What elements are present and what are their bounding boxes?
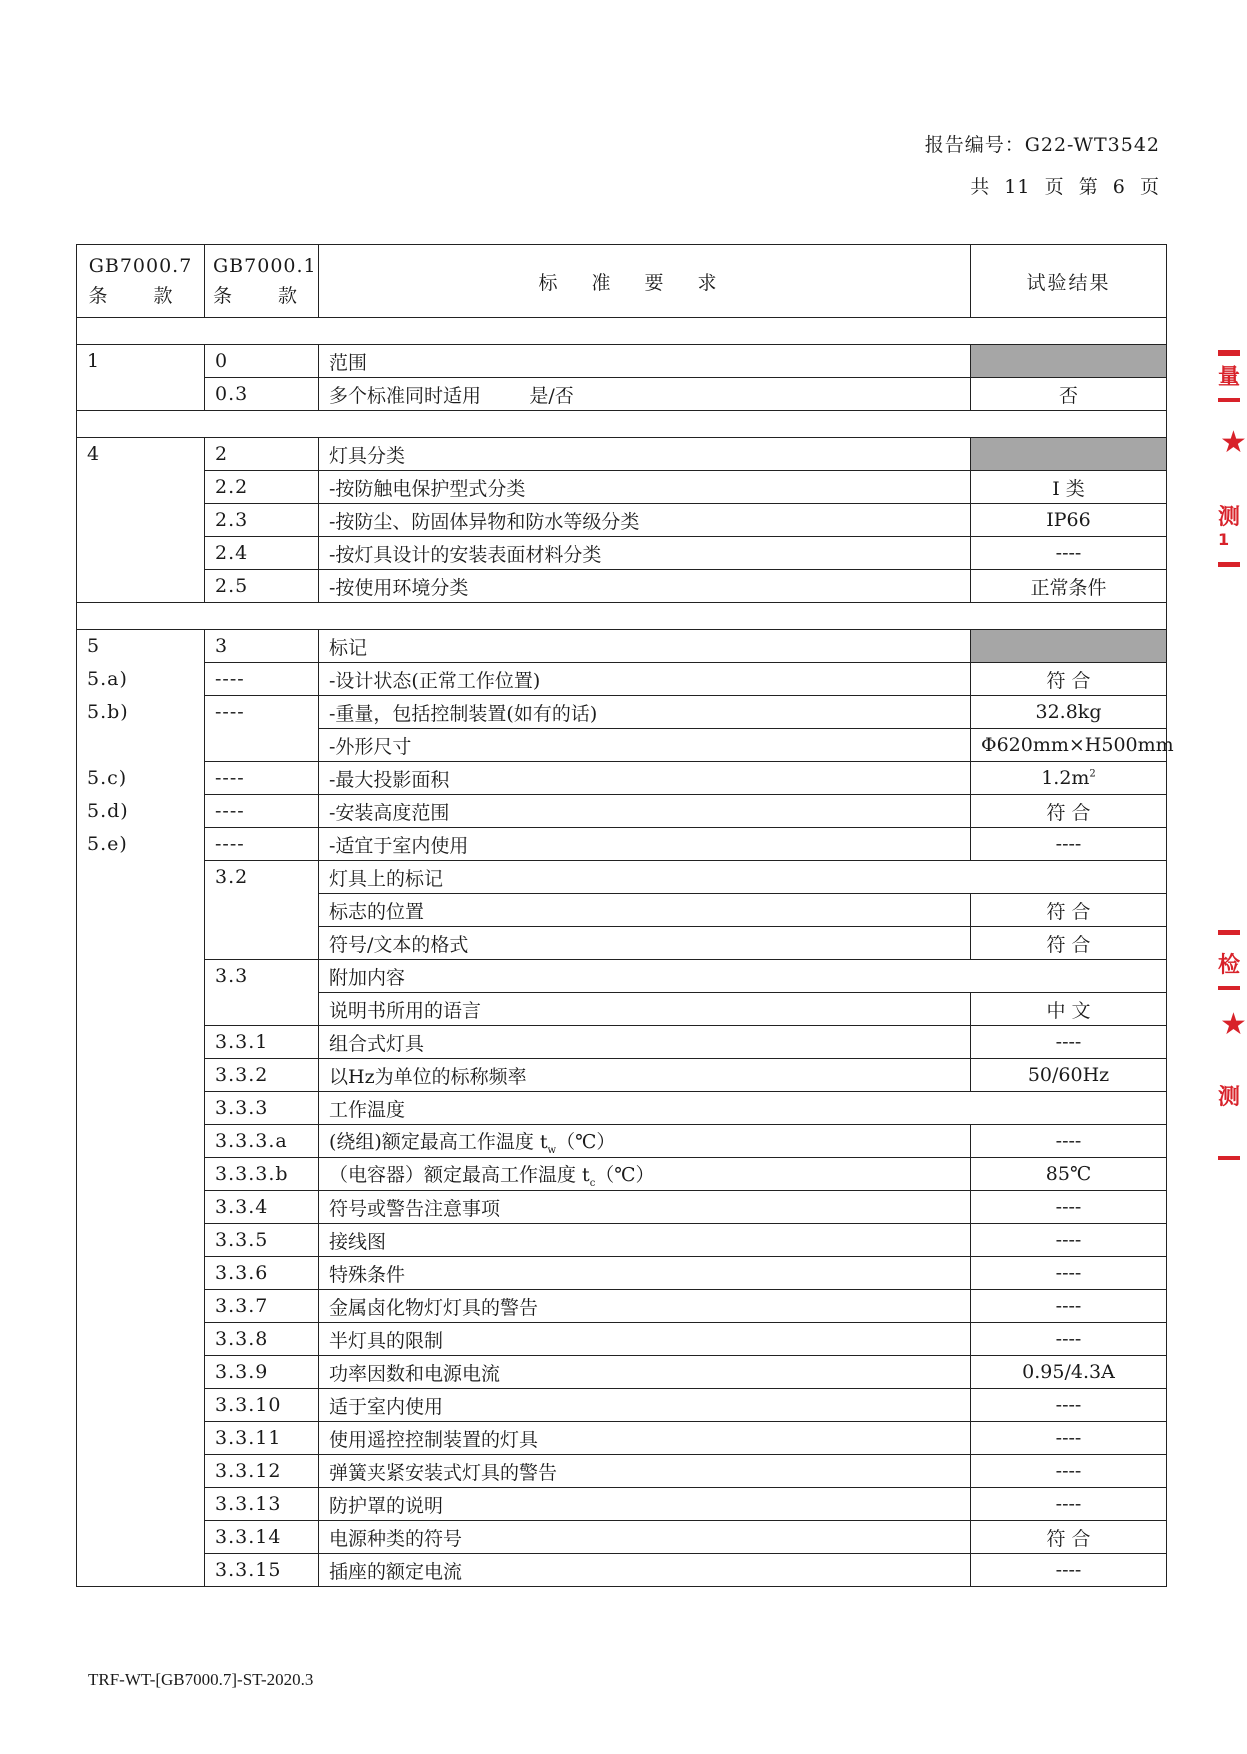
form-code: TRF-WT-[GB7000.7]-ST-2020.3: [88, 1670, 314, 1689]
gb7000-1-clause: [205, 894, 319, 927]
requirement-text: 金属卤化物灯灯具的警告: [319, 1290, 971, 1323]
requirement-text: 插座的额定电流: [319, 1554, 971, 1587]
requirement-text: 灯具上的标记: [319, 861, 1167, 894]
table-row: [77, 696, 1167, 729]
gb7000-7-clause: 5.d): [77, 795, 205, 828]
gb7000-1-clause: 3.3.4: [205, 1191, 319, 1224]
gb7000-1-clause: 3.3.1: [205, 1026, 319, 1059]
gb7000-7-clause: [77, 1158, 205, 1191]
table-row: [77, 663, 1167, 696]
requirement-text: 标志的位置: [319, 894, 971, 927]
result-cell-shaded: [971, 630, 1167, 663]
table-row: [77, 1422, 1167, 1455]
requirement-text: 附加内容: [319, 960, 1167, 993]
table-row: [77, 1323, 1167, 1356]
standard-requirements-table: [76, 244, 1174, 1587]
gb7000-1-clause: 3.3.15: [205, 1554, 319, 1587]
table-row: [77, 630, 1167, 663]
table-row: [77, 1125, 1167, 1158]
gb7000-7-clause: [77, 1488, 205, 1521]
table-row: [77, 1191, 1167, 1224]
requirement-text: -按使用环境分类: [319, 570, 971, 603]
gb7000-7-clause: [77, 894, 205, 927]
gb7000-1-clause: 3.3.11: [205, 1422, 319, 1455]
test-result: ----: [971, 1422, 1167, 1455]
table-row: [77, 828, 1167, 861]
requirement-text: 功率因数和电源电流: [319, 1356, 971, 1389]
table-row: [77, 1092, 1167, 1125]
gb7000-1-clause: 2.4: [205, 537, 319, 570]
table-header-row: [77, 245, 1167, 318]
test-result: ----: [971, 1224, 1167, 1257]
gb7000-1-clause: ----: [205, 696, 319, 729]
gb7000-7-clause: [77, 1290, 205, 1323]
requirement-text: -重量，包括控制装置(如有的话): [319, 696, 971, 729]
gb7000-7-clause: [77, 1521, 205, 1554]
requirement-text: 防护罩的说明: [319, 1488, 971, 1521]
gb7000-7-clause: 5: [77, 630, 205, 663]
table-row: [77, 345, 1167, 378]
gb7000-1-clause: 3.3.3.b: [205, 1158, 319, 1191]
table-row: [77, 438, 1167, 471]
gb7000-7-clause: 4: [77, 438, 205, 471]
table-row: [77, 471, 1167, 504]
col-header-requirements: 标准要求: [319, 245, 971, 318]
gb7000-7-clause: [77, 1389, 205, 1422]
gb7000-1-clause: 3.3.3: [205, 1092, 319, 1125]
report-number: 报告编号：G22-WT3542: [924, 134, 1160, 156]
test-result: 符 合: [971, 1521, 1167, 1554]
test-result: 32.8kg: [971, 696, 1167, 729]
inspection-seal-bottom: 检 ★ 测: [1218, 930, 1240, 1170]
test-result: ----: [971, 1026, 1167, 1059]
gb7000-7-clause: [77, 471, 205, 504]
col-header-gb7000-7: GB7000.7 条 款: [77, 245, 205, 318]
gb7000-7-clause: [77, 570, 205, 603]
test-result: I 类: [971, 471, 1167, 504]
test-result: 中 文: [971, 993, 1167, 1026]
table-row: [77, 894, 1167, 927]
gb7000-7-clause: [77, 1422, 205, 1455]
gb7000-7-clause: [77, 504, 205, 537]
inspection-seal-top: 量 ★ 测 1: [1218, 350, 1240, 570]
gb7000-7-clause: [77, 537, 205, 570]
gb7000-7-clause: 5.c): [77, 762, 205, 795]
table-row: [77, 504, 1167, 537]
gb7000-7-clause: [77, 1356, 205, 1389]
requirement-text: 半灯具的限制: [319, 1323, 971, 1356]
requirement-text: 范围: [319, 345, 971, 378]
gb7000-1-clause: 0: [205, 345, 319, 378]
table-row: [77, 1389, 1167, 1422]
table-row: [77, 1356, 1167, 1389]
gb7000-1-clause: 3.3.13: [205, 1488, 319, 1521]
test-result: $1.2m^2$: [971, 762, 1167, 795]
requirement-text: 使用遥控控制装置的灯具: [319, 1422, 971, 1455]
table-row: [77, 729, 1167, 762]
test-result: 符 合: [971, 795, 1167, 828]
gb7000-1-clause: 2.3: [205, 504, 319, 537]
gb7000-1-clause: ----: [205, 663, 319, 696]
gb7000-7-clause: [77, 1092, 205, 1125]
gb7000-7-clause: [77, 1026, 205, 1059]
table-row: [77, 861, 1167, 894]
result-cell-shaded: [971, 438, 1167, 471]
gb7000-7-clause: [77, 960, 205, 993]
result-cell-shaded: [971, 345, 1167, 378]
test-result: 符 合: [971, 663, 1167, 696]
gb7000-1-clause: 3.3.6: [205, 1257, 319, 1290]
gb7000-1-clause: 2.5: [205, 570, 319, 603]
requirement-text: -外形尺寸: [319, 729, 971, 762]
gb7000-7-clause: [77, 927, 205, 960]
gb7000-1-clause: 3.3.3.a: [205, 1125, 319, 1158]
col-header-gb7000-1: GB7000.1 条 款: [205, 245, 319, 318]
page-count: 共 11 页 第 6 页: [970, 176, 1160, 198]
test-result: ----: [971, 1455, 1167, 1488]
gb7000-1-clause: ----: [205, 795, 319, 828]
test-result: ----: [971, 1257, 1167, 1290]
test-result: ----: [971, 1554, 1167, 1587]
gb7000-7-clause: [77, 1455, 205, 1488]
test-result: ----: [971, 1290, 1167, 1323]
gb7000-1-clause: [205, 729, 319, 762]
test-result: ----: [971, 1191, 1167, 1224]
requirement-text: 工作温度: [319, 1092, 1167, 1125]
gb7000-1-clause: [205, 993, 319, 1026]
table-row: [77, 927, 1167, 960]
gb7000-1-clause: 2: [205, 438, 319, 471]
requirement-text: -最大投影面积: [319, 762, 971, 795]
gb7000-1-clause: 3.3.12: [205, 1455, 319, 1488]
table-row: [77, 1257, 1167, 1290]
requirement-text: -适宜于室内使用: [319, 828, 971, 861]
requirement-text: （电容器）额定最高工作温度 $t_c(℃)$: [319, 1158, 971, 1191]
gb7000-7-clause: [77, 729, 205, 762]
table-row: [77, 960, 1167, 993]
group-separator-row: [77, 318, 1167, 345]
table-row: [77, 1158, 1167, 1191]
gb7000-7-clause: 5.b): [77, 696, 205, 729]
requirement-text: 接线图: [319, 1224, 971, 1257]
gb7000-7-clause: [77, 993, 205, 1026]
gb7000-1-clause: 0.3: [205, 378, 319, 411]
requirement-text: -安装高度范围: [319, 795, 971, 828]
table-row: [77, 1521, 1167, 1554]
test-result: ----: [971, 1488, 1167, 1521]
gb7000-1-clause: 3.3: [205, 960, 319, 993]
gb7000-7-clause: [77, 1323, 205, 1356]
gb7000-1-clause: ----: [205, 828, 319, 861]
table-row: [77, 993, 1167, 1026]
gb7000-1-clause: 3.3.9: [205, 1356, 319, 1389]
test-result: 85℃: [971, 1158, 1167, 1191]
gb7000-7-clause: 5.e): [77, 828, 205, 861]
requirement-text: 电源种类的符号: [319, 1521, 971, 1554]
table-row: [77, 795, 1167, 828]
gb7000-1-clause: 3.3.10: [205, 1389, 319, 1422]
test-result: ----: [971, 1323, 1167, 1356]
gb7000-7-clause: [77, 1125, 205, 1158]
requirement-text: 说明书所用的语言: [319, 993, 971, 1026]
table-row: [77, 378, 1167, 411]
gb7000-1-clause: 3.3.7: [205, 1290, 319, 1323]
requirement-text: -按防尘、防固体异物和防水等级分类: [319, 504, 971, 537]
test-result: IP66: [971, 504, 1167, 537]
gb7000-1-clause: 3.3.8: [205, 1323, 319, 1356]
requirement-text: 组合式灯具: [319, 1026, 971, 1059]
gb7000-7-clause: [77, 1554, 205, 1587]
requirement-text: -按防触电保护型式分类: [319, 471, 971, 504]
test-result: 正常条件: [971, 570, 1167, 603]
group-separator-row: [77, 411, 1167, 438]
gb7000-1-clause: 3.3.14: [205, 1521, 319, 1554]
table-row: [77, 1488, 1167, 1521]
gb7000-1-clause: 3: [205, 630, 319, 663]
requirement-text: 符号/文本的格式: [319, 927, 971, 960]
table-row: [77, 1290, 1167, 1323]
requirement-text: 多个标准同时适用 是/否: [319, 378, 971, 411]
requirement-text: 以Hz为单位的标称频率: [319, 1059, 971, 1092]
requirement-text: -设计状态(正常工作位置): [319, 663, 971, 696]
gb7000-1-clause: ----: [205, 762, 319, 795]
gb7000-1-clause: 3.3.2: [205, 1059, 319, 1092]
table-row: [77, 537, 1167, 570]
gb7000-7-clause: [77, 378, 205, 411]
test-result: Φ620mm×H500mm: [971, 729, 1167, 762]
group-separator-row: [77, 603, 1167, 630]
requirement-text: 符号或警告注意事项: [319, 1191, 971, 1224]
requirement-text: 标记: [319, 630, 971, 663]
requirement-text: -按灯具设计的安装表面材料分类: [319, 537, 971, 570]
gb7000-7-clause: 1: [77, 345, 205, 378]
test-result: 50/60Hz: [971, 1059, 1167, 1092]
table-row: [77, 570, 1167, 603]
test-result: ----: [971, 828, 1167, 861]
gb7000-1-clause: 2.2: [205, 471, 319, 504]
test-result: 0.95/4.3A: [971, 1356, 1167, 1389]
table-row: [77, 1059, 1167, 1092]
test-result: 符 合: [971, 927, 1167, 960]
test-result: 否: [971, 378, 1167, 411]
gb7000-7-clause: 5.a): [77, 663, 205, 696]
table-row: [77, 1554, 1167, 1587]
test-result: 符 合: [971, 894, 1167, 927]
star-icon: ★: [1220, 425, 1247, 460]
requirement-text: 弹簧夹紧安装式灯具的警告: [319, 1455, 971, 1488]
gb7000-1-clause: 3.3.5: [205, 1224, 319, 1257]
gb7000-7-clause: [77, 861, 205, 894]
gb7000-7-clause: [77, 1059, 205, 1092]
gb7000-1-clause: 3.2: [205, 861, 319, 894]
test-result: ----: [971, 537, 1167, 570]
table-row: [77, 1224, 1167, 1257]
gb7000-7-clause: [77, 1224, 205, 1257]
test-result: ----: [971, 1389, 1167, 1422]
requirement-text: 灯具分类: [319, 438, 971, 471]
requirement-text: 特殊条件: [319, 1257, 971, 1290]
table-row: [77, 1455, 1167, 1488]
col-header-result: 试验结果: [971, 245, 1167, 318]
gb7000-7-clause: [77, 1191, 205, 1224]
requirement-text: 适于室内使用: [319, 1389, 971, 1422]
table-row: [77, 762, 1167, 795]
star-icon: ★: [1220, 1007, 1247, 1042]
table-row: [77, 1026, 1167, 1059]
test-result: ----: [971, 1125, 1167, 1158]
gb7000-1-clause: [205, 927, 319, 960]
gb7000-7-clause: [77, 1257, 205, 1290]
requirement-text: (绕组)额定最高工作温度 $t_w(℃)$: [319, 1125, 971, 1158]
